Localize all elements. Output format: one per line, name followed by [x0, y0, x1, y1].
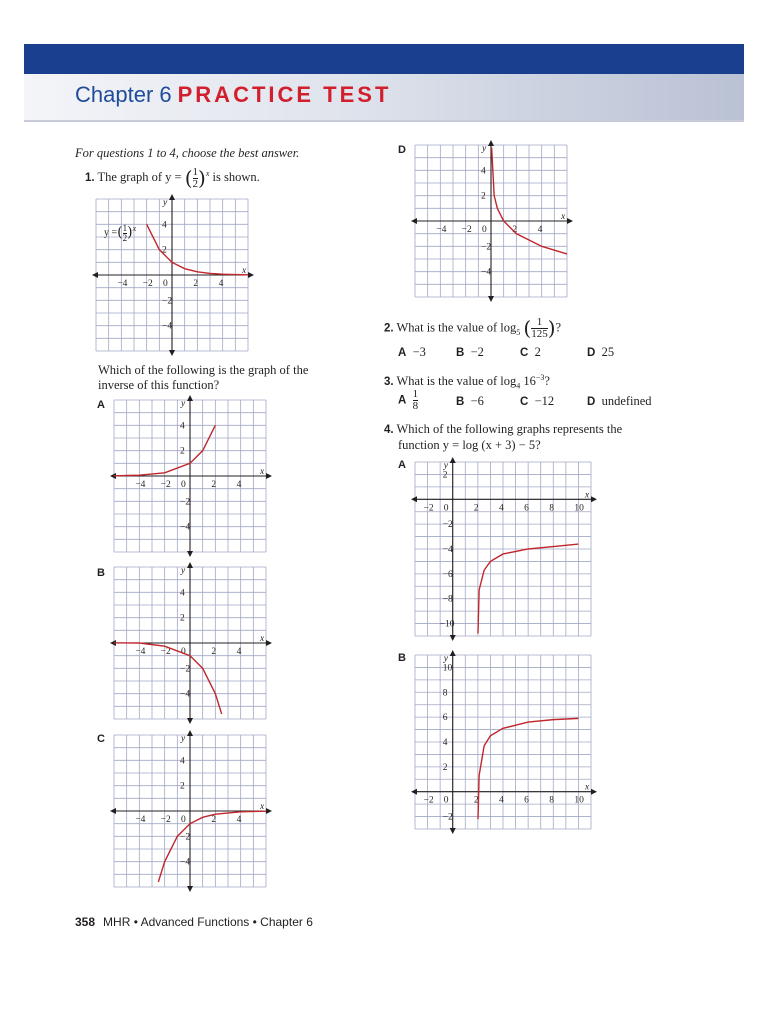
question-4-number: 4. [384, 424, 394, 436]
q1-option-b-graph[interactable] [114, 567, 266, 719]
y-tick-label: 2 [442, 470, 448, 481]
y-tick-label: 4 [442, 738, 448, 748]
y-tick-label: 2 [180, 781, 185, 792]
y-tick-label: 8 [442, 688, 448, 699]
question-3-number: 3. [384, 376, 394, 389]
y-tick-label: −2 [180, 497, 191, 508]
instructions: For questions 1 to 4, choose the best answer. [75, 146, 300, 160]
q3-option-a[interactable]: A $\frac{1}{8}$ [398, 388, 419, 412]
x-tick-label: 6 [524, 795, 529, 806]
x-tick-label: 2 [193, 279, 199, 289]
q1-option-a-label[interactable]: A [97, 399, 105, 411]
question-1-text-end: is shown. [212, 170, 260, 185]
y-tick-label: −4 [180, 689, 191, 700]
q3-option-b[interactable]: B −6 [456, 394, 484, 408]
x-tick-label: −2 [423, 503, 434, 514]
x-tick-label: 8 [549, 503, 555, 514]
y-axis-label: y [443, 461, 448, 471]
x-axis-label: x [260, 634, 265, 644]
y-axis-label: y [482, 144, 487, 154]
q1-followup-line2: inverse of this function? [98, 378, 220, 392]
question-2-base: 5 [516, 327, 521, 337]
q4-option-b-label[interactable]: B [398, 652, 406, 664]
x-tick-label: −4 [135, 480, 146, 490]
q4-option-a-label[interactable]: A [398, 459, 406, 471]
y-tick-label: 4 [180, 756, 185, 767]
q4-option-a-graph[interactable] [415, 462, 591, 636]
page-footer [75, 915, 313, 929]
x-tick-label: 4 [499, 503, 504, 514]
q1-option-c-graph[interactable] [114, 735, 266, 887]
q1-graph-function-label: y =( $\frac{1}{2}$ )$^x$ [104, 222, 137, 243]
question-2-number: 2. [384, 322, 394, 335]
x-tick-label: 2 [473, 503, 479, 514]
x-axis-label: x [585, 782, 590, 793]
y-tick-label: −10 [439, 619, 455, 630]
x-tick-label: 6 [524, 503, 529, 514]
y-axis-label: y [181, 566, 186, 576]
q1-option-a-graph[interactable] [114, 400, 266, 552]
y-tick-label: 6 [442, 713, 448, 724]
x-tick-label: 2 [211, 480, 217, 490]
y-axis-label: y [443, 654, 448, 664]
y-tick-label: −2 [180, 664, 191, 675]
x-tick-label: 10 [574, 795, 584, 806]
x-tick-label: 0 [443, 503, 449, 514]
x-tick-label: −4 [117, 279, 128, 289]
y-axis-label: y [163, 198, 168, 208]
grid [415, 462, 591, 636]
y-tick-label: −4 [162, 321, 173, 332]
x-tick-label: −4 [135, 647, 146, 657]
y-tick-label: −2 [180, 832, 191, 843]
y-tick-label: 2 [481, 191, 486, 202]
x-tick-label: 4 [499, 795, 504, 806]
y-tick-label: −2 [442, 520, 453, 531]
footer-text: MHR • Advanced Functions • Chapter 6 [103, 915, 313, 929]
q4-option-b-graph[interactable] [415, 655, 591, 829]
x-tick-label: −2 [160, 480, 171, 490]
x-tick-label: 10 [574, 503, 584, 514]
x-tick-label: 4 [537, 225, 543, 235]
q1-option-c-label[interactable]: C [97, 733, 105, 745]
x-tick-label: 0 [181, 480, 186, 490]
x-tick-label: 2 [211, 647, 217, 657]
q1-option-b-label[interactable]: B [97, 567, 105, 579]
question-4-line1: Which of the following graphs represents the [396, 422, 623, 436]
q3-option-c[interactable]: C −12 [520, 394, 555, 408]
question-3: 3. What is the value of $\log_4 16^{-3}$? [384, 373, 550, 391]
question-1-number: 1. [85, 172, 95, 185]
x-axis-label: x [561, 212, 566, 222]
question-4 [384, 422, 622, 438]
x-tick-label: −2 [142, 279, 153, 289]
y-tick-label: 2 [180, 446, 185, 457]
q1-option-d-label[interactable]: D [398, 144, 406, 156]
x-tick-label: 8 [549, 795, 555, 806]
y-tick-label: −6 [442, 569, 453, 580]
q1-followup-line1: Which of the following is the graph of the [98, 363, 309, 377]
x-tick-label: 2 [473, 795, 479, 806]
y-tick-label: 4 [162, 220, 167, 231]
q2-option-b[interactable]: B −2 [456, 345, 484, 359]
chapter-number: Chapter 6 [75, 82, 172, 107]
y-tick-label: −4 [481, 267, 492, 278]
x-axis-label: x [260, 467, 265, 477]
y-tick-label: −4 [180, 522, 191, 533]
page-number: 358 [75, 915, 96, 929]
y-tick-label: 2 [162, 245, 167, 256]
y-tick-label: 2 [180, 613, 185, 624]
y-tick-label: −2 [162, 296, 173, 307]
question-4-line2: function y = log (x + 3) − 5? [398, 438, 541, 452]
y-axis-label: y [181, 734, 186, 744]
y-tick-label: −4 [442, 545, 453, 555]
x-tick-label: −4 [135, 815, 146, 825]
chapter-title [75, 82, 391, 108]
header-bar [24, 44, 744, 74]
q2-option-c[interactable]: C 2 [520, 345, 541, 359]
x-tick-label: 2 [211, 815, 217, 825]
x-axis-label: x [260, 802, 265, 812]
y-tick-label: 4 [481, 166, 486, 177]
question-1: 1. The graph of y = ( $\frac{1}{2}$ )$^x$ is shown. [85, 165, 260, 190]
question-2-text: What is the value of log [396, 320, 517, 335]
q1-option-d-graph[interactable] [415, 145, 567, 297]
y-axis-label: y [181, 399, 186, 409]
x-tick-label: 4 [218, 279, 224, 289]
q2-option-d[interactable]: D 25 [587, 345, 615, 359]
x-tick-label: −2 [160, 815, 171, 825]
y-tick-label: 2 [442, 762, 448, 773]
question-1-text: The graph of y = [97, 170, 182, 185]
x-tick-label: 2 [512, 225, 518, 235]
x-tick-label: 0 [163, 279, 168, 289]
question-2: 2. What is the value of $\log_5$ ( $\frac{1}{125}$ )? [384, 316, 562, 340]
x-axis-label: x [242, 266, 247, 276]
x-tick-label: 0 [181, 815, 186, 825]
question-3-text: What is the value of log [396, 374, 517, 389]
x-tick-label: 4 [236, 815, 242, 825]
x-tick-label: −2 [160, 647, 171, 657]
y-tick-label: −2 [442, 812, 453, 823]
x-tick-label: −2 [423, 795, 434, 806]
y-tick-label: 4 [180, 421, 185, 432]
banner-divider [24, 120, 744, 122]
y-tick-label: 4 [180, 588, 185, 599]
x-tick-label: −4 [436, 225, 447, 235]
x-tick-label: 0 [482, 225, 487, 235]
y-tick-label: −2 [481, 242, 492, 253]
x-axis-label: x [585, 490, 590, 501]
q2-option-a[interactable]: A −3 [398, 345, 426, 359]
y-tick-label: 10 [442, 663, 453, 674]
y-tick-label: −8 [442, 594, 453, 605]
practice-test-title: PRACTICE TEST [177, 82, 392, 107]
y-tick-label: −4 [180, 857, 191, 868]
x-tick-label: 4 [236, 647, 242, 657]
q3-option-d[interactable]: D undefined [587, 394, 652, 408]
x-tick-label: −2 [461, 225, 472, 235]
x-tick-label: 0 [181, 647, 186, 657]
x-tick-label: 0 [443, 795, 449, 806]
x-tick-label: 4 [236, 480, 242, 490]
